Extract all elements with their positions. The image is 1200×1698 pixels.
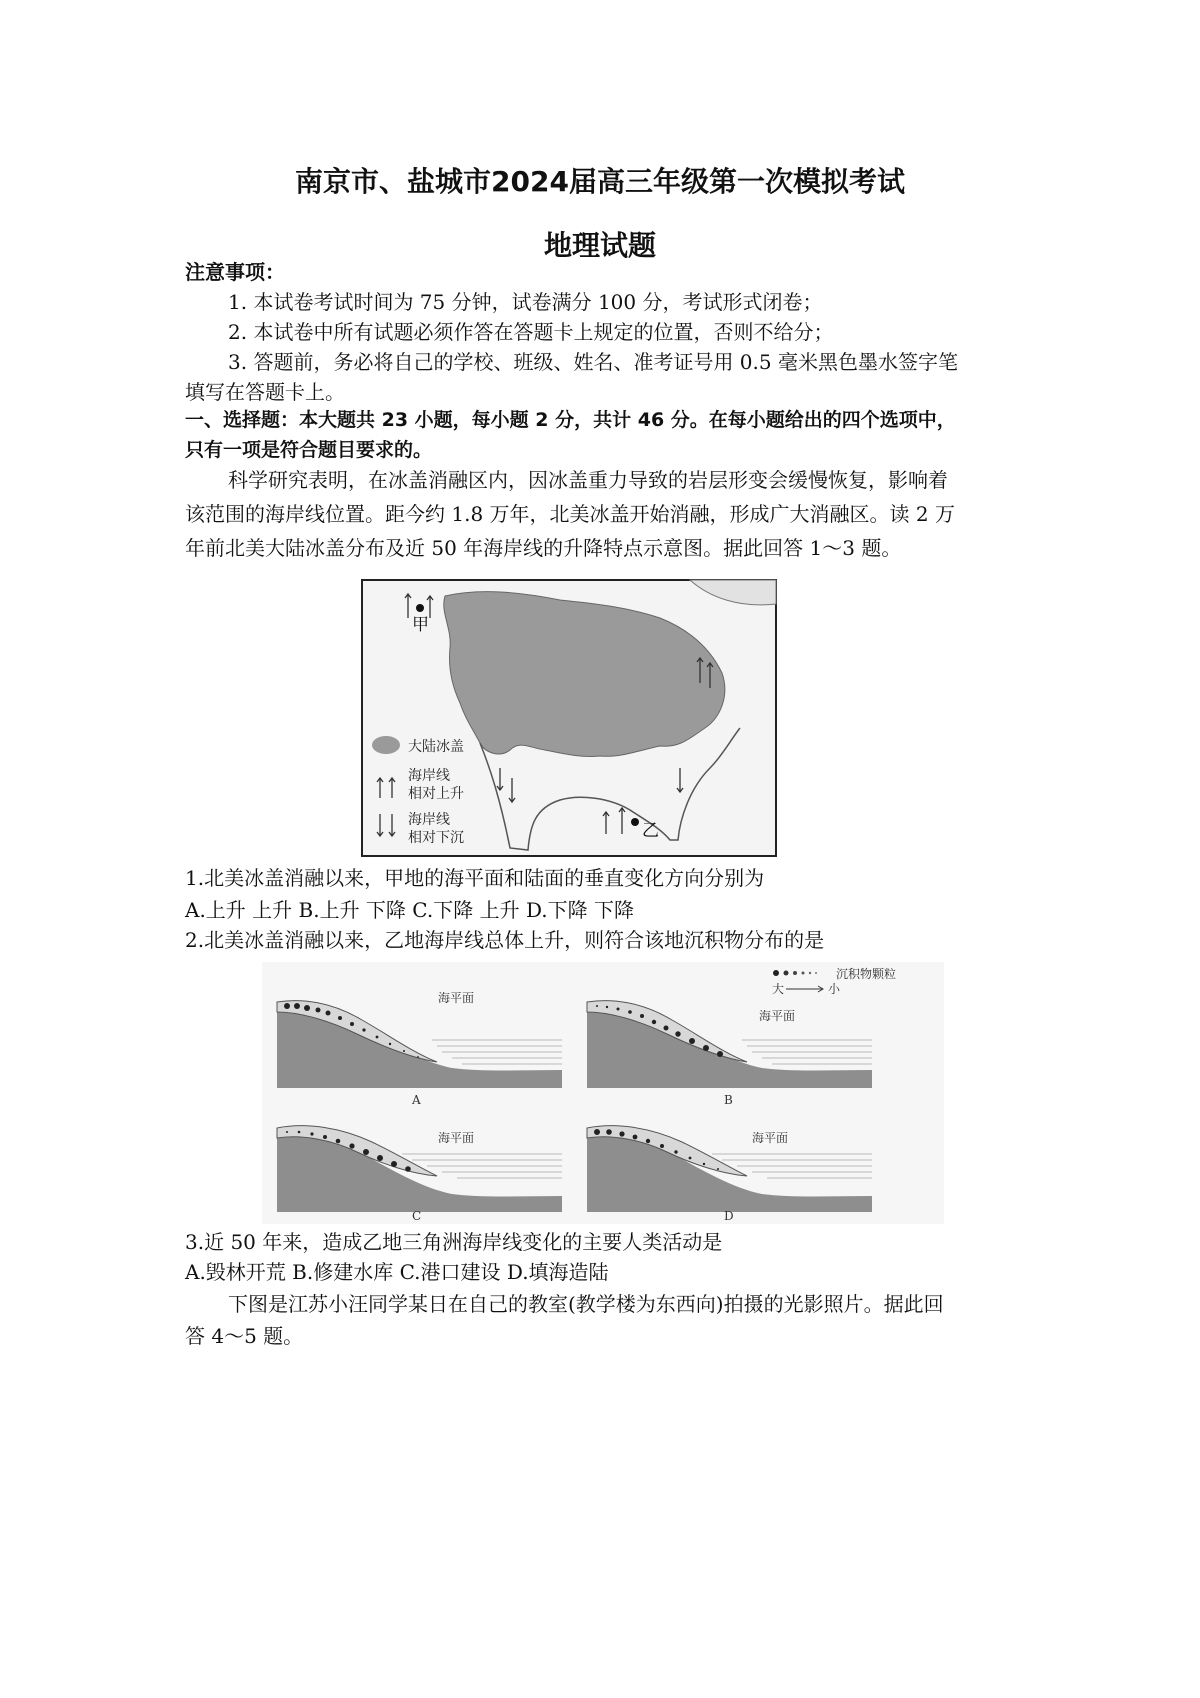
notice-item-3: 3. 答题前，务必将自己的学校、班级、姓名、准考证号用 0.5 毫米黑色墨水签字笔 — [228, 350, 958, 374]
notice-item-3-cont: 填写在答题卡上。 — [185, 380, 345, 404]
ice-legend-swatch — [372, 736, 400, 754]
sediment-profile-figure — [262, 962, 944, 1224]
panel-label-d: D — [724, 1209, 734, 1223]
sea-level-label-c: 海平面 — [438, 1131, 475, 1145]
q3-options: A.毁林开荒 B.修建水库 C.港口建设 D.填海造陆 — [185, 1260, 609, 1284]
q1-stem: 1.北美冰盖消融以来，甲地的海平面和陆面的垂直变化方向分别为 — [185, 866, 765, 890]
section-heading-cont: 只有一项是符合题目要求的。 — [185, 439, 433, 461]
sediment-legend-title: 沉积物颗粒 — [836, 967, 897, 981]
label-yi: 乙 — [642, 821, 659, 841]
panel-label-b: B — [724, 1093, 733, 1107]
point-yi-marker — [631, 818, 639, 826]
legend-sink-line2: 相对下沉 — [408, 830, 464, 846]
label-jia: 甲 — [412, 615, 429, 635]
passage2-line-2: 答 4～5 题。 — [185, 1324, 304, 1348]
q1-options: A.上升 上升 B.上升 下降 C.下降 上升 D.下降 下降 — [185, 898, 634, 922]
notice-item-1: 1. 本试卷考试时间为 75 分钟，试卷满分 100 分，考试形式闭卷； — [228, 290, 823, 314]
q2-stem: 2.北美冰盖消融以来，乙地海岸线总体上升，则符合该地沉积物分布的是 — [185, 928, 825, 952]
legend-rise-line2: 相对上升 — [408, 786, 464, 802]
q3-stem: 3.近 50 年来，造成乙地三角洲海岸线变化的主要人类活动是 — [185, 1230, 723, 1254]
passage1-line-3: 年前北美大陆冰盖分布及近 50 年海岸线的升降特点示意图。据此回答 1～3 题。 — [185, 536, 902, 560]
sediment-legend-big: 大 — [772, 982, 785, 996]
passage2-line-1: 下图是江苏小汪同学某日在自己的教室(教学楼为东西向)拍摄的光影照片。据此回 — [228, 1292, 944, 1316]
point-jia-marker — [416, 604, 424, 612]
exam-subject-title: 地理试题 — [543, 229, 656, 262]
panel-label-c: C — [412, 1209, 422, 1223]
legend-sink-line1: 海岸线 — [408, 812, 450, 828]
exam-title: 南京市、盐城市2024届高三年级第一次模拟考试 — [295, 165, 905, 198]
sediment-legend-small: 小 — [828, 982, 841, 996]
passage1-line-1: 科学研究表明，在冰盖消融区内，因冰盖重力导致的岩层形变会缓慢恢复，影响着 — [228, 468, 948, 492]
sea-level-label-b: 海平面 — [759, 1009, 796, 1023]
notice-item-2: 2. 本试卷中所有试题必须作答在答题卡上规定的位置，否则不给分； — [228, 320, 834, 344]
legend-ice-label: 大陆冰盖 — [408, 739, 464, 755]
north-america-ice-map — [360, 578, 778, 858]
notice-heading: 注意事项： — [185, 260, 285, 284]
sea-level-label-a: 海平面 — [438, 991, 475, 1005]
passage1-line-2: 该范围的海岸线位置。距今约 1.8 万年，北美冰盖开始消融，形成广大消融区。读 2 万 — [185, 502, 955, 526]
panel-label-a: A — [412, 1093, 421, 1107]
legend-rise-line1: 海岸线 — [408, 768, 450, 784]
section-heading: 一、选择题：本大题共 23 小题，每小题 2 分，共计 46 分。在每小题给出的四个选项中， — [185, 409, 956, 431]
sea-level-label-d: 海平面 — [752, 1131, 789, 1145]
